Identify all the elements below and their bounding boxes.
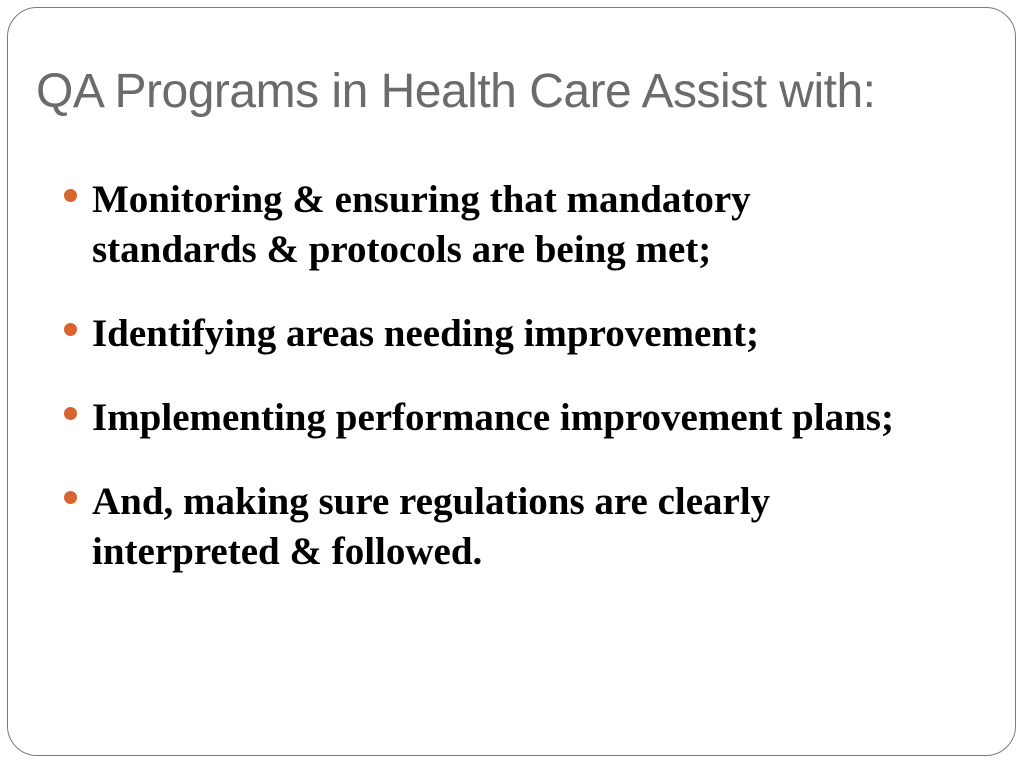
bullet-text: Monitoring & ensuring that mandatory standards & protocols are being met; xyxy=(92,178,751,271)
list-item xyxy=(64,175,924,275)
list-item xyxy=(64,477,924,577)
bullet-dot-icon xyxy=(64,491,77,504)
bullet-text: And, making sure regulations are clearly interpreted & followed. xyxy=(92,480,771,573)
bullet-dot-icon xyxy=(64,407,77,420)
bullet-text: Identifying areas needing improvement; xyxy=(92,312,759,355)
slide-title: QA Programs in Health Care Assist with: xyxy=(36,65,876,118)
bullet-text: Implementing performance improvement plans; xyxy=(92,396,894,439)
bullet-list xyxy=(64,175,924,611)
list-item xyxy=(64,309,924,359)
list-item xyxy=(64,393,924,443)
bullet-dot-icon xyxy=(64,189,77,202)
slide-frame xyxy=(7,7,1016,756)
bullet-dot-icon xyxy=(64,323,77,336)
